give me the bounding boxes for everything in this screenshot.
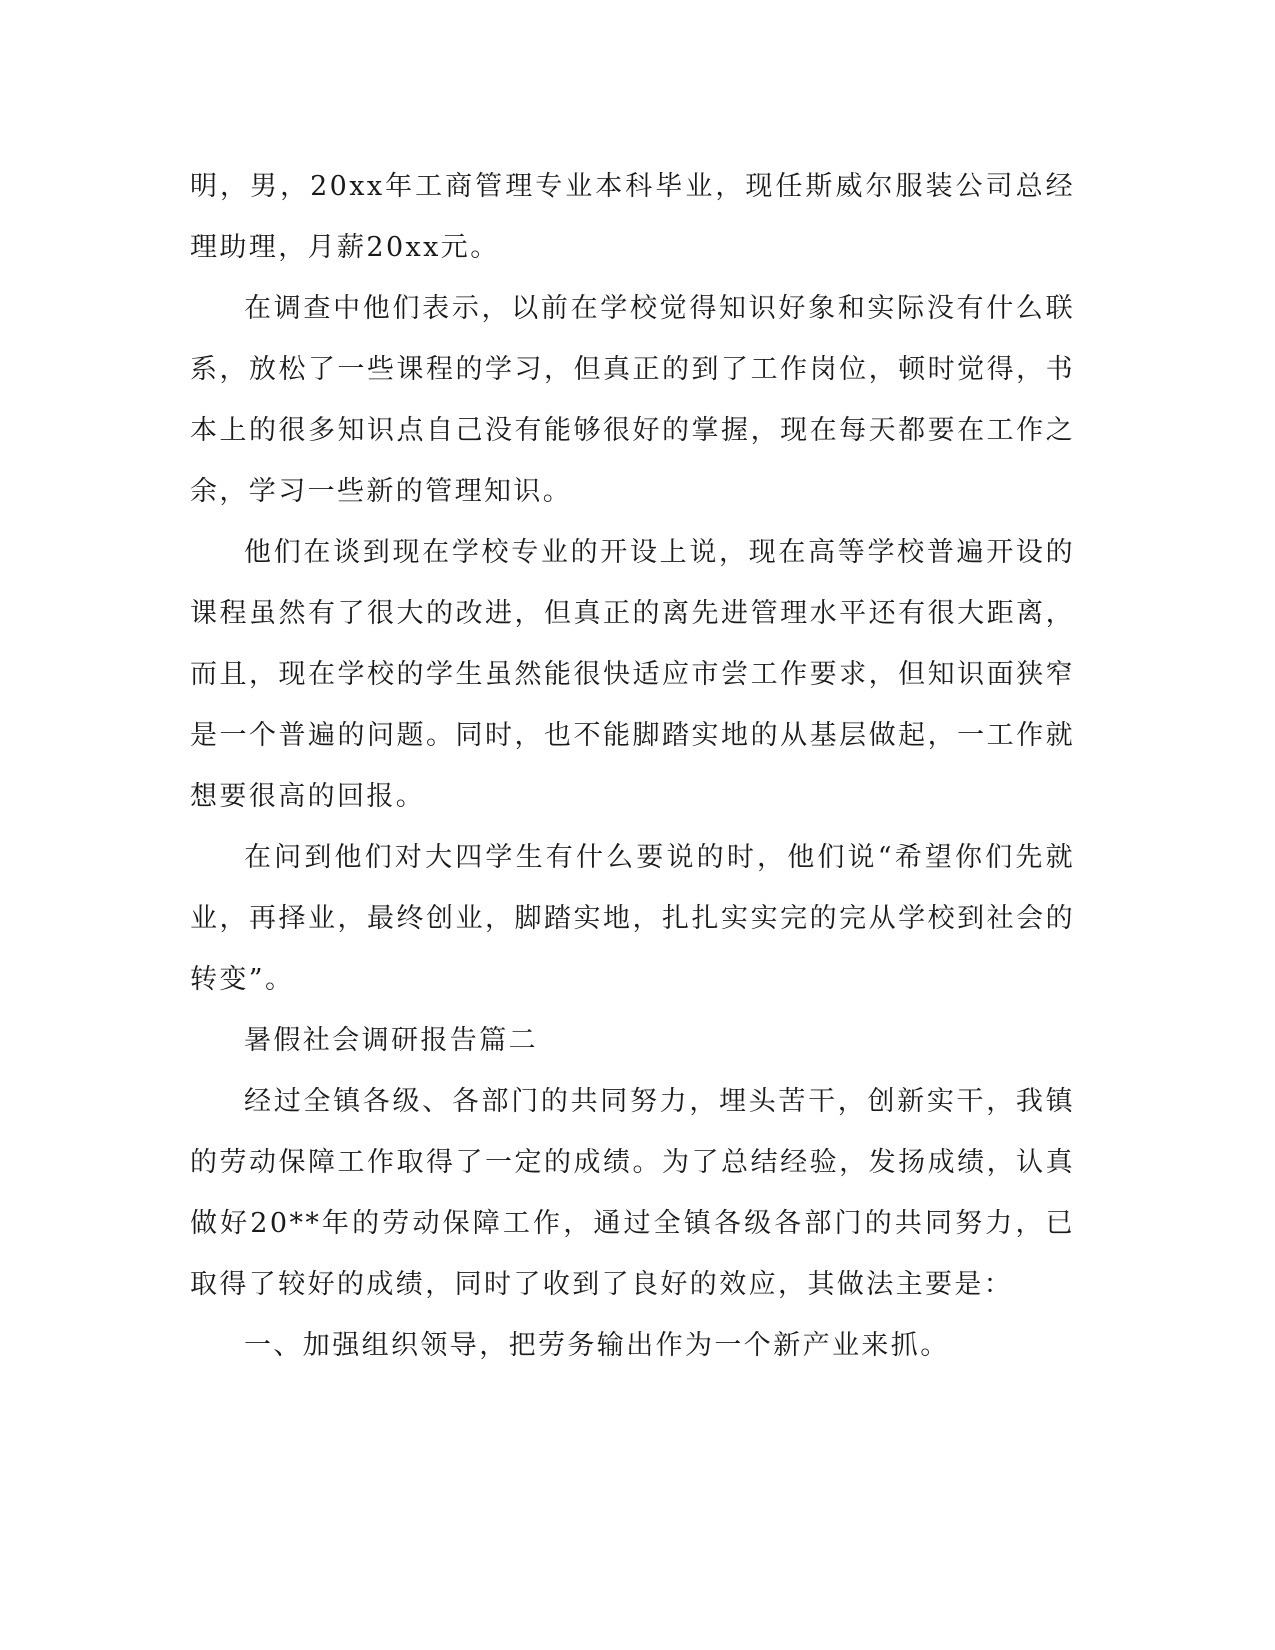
- document-body: [190, 156, 1075, 1376]
- paragraph-point-one: 一、加强组织领导，把劳务输出作为一个新产业来抓。: [244, 1330, 950, 1361]
- section-heading: 暑假社会调研报告篇二: [244, 1025, 538, 1056]
- paragraph-survey-findings: 在调查中他们表示，以前在学校觉得知识好象和实际没有什么联系，放松了一些课程的学习，但真正的到了工作岗位，顿时觉得，书本上的很多知识点自己没有能够很好的掌握，现在每天都要在工作之余，学习一些新的管理知识。: [190, 293, 1075, 507]
- paragraph-continuation: 明，男，20xx年工商管理专业本科毕业，现任斯威尔服装公司总经理助理，月薪20xx元。: [190, 171, 1075, 263]
- paragraph-labor-security: 经过全镇各级、各部门的共同努力，埋头苦干，创新实干，我镇的劳动保障工作取得了一定的成绩。为了总结经验，发扬成绩，认真做好20**年的劳动保障工作，通过全镇各级各部门的共同努力，已取得了较好的成绩，同时了收到了良好的效应，其做法主要是：: [190, 1086, 1075, 1300]
- paragraph-advice-to-seniors: 在问到他们对大四学生有什么要说的时，他们说“希望你们先就业，再择业，最终创业，脚踏实地，扎扎实实完的完从学校到社会的转变”。: [190, 842, 1075, 995]
- paragraph-school-majors: 他们在谈到现在学校专业的开设上说，现在高等学校普遍开设的课程虽然有了很大的改进，但真正的离先进管理水平还有很大距离，而且，现在学校的学生虽然能很快适应市尝工作要求，但知识面狭窄是一个普遍的问题。同时，也不能脚踏实地的从基层做起，一工作就想要很高的回报。: [190, 537, 1075, 812]
